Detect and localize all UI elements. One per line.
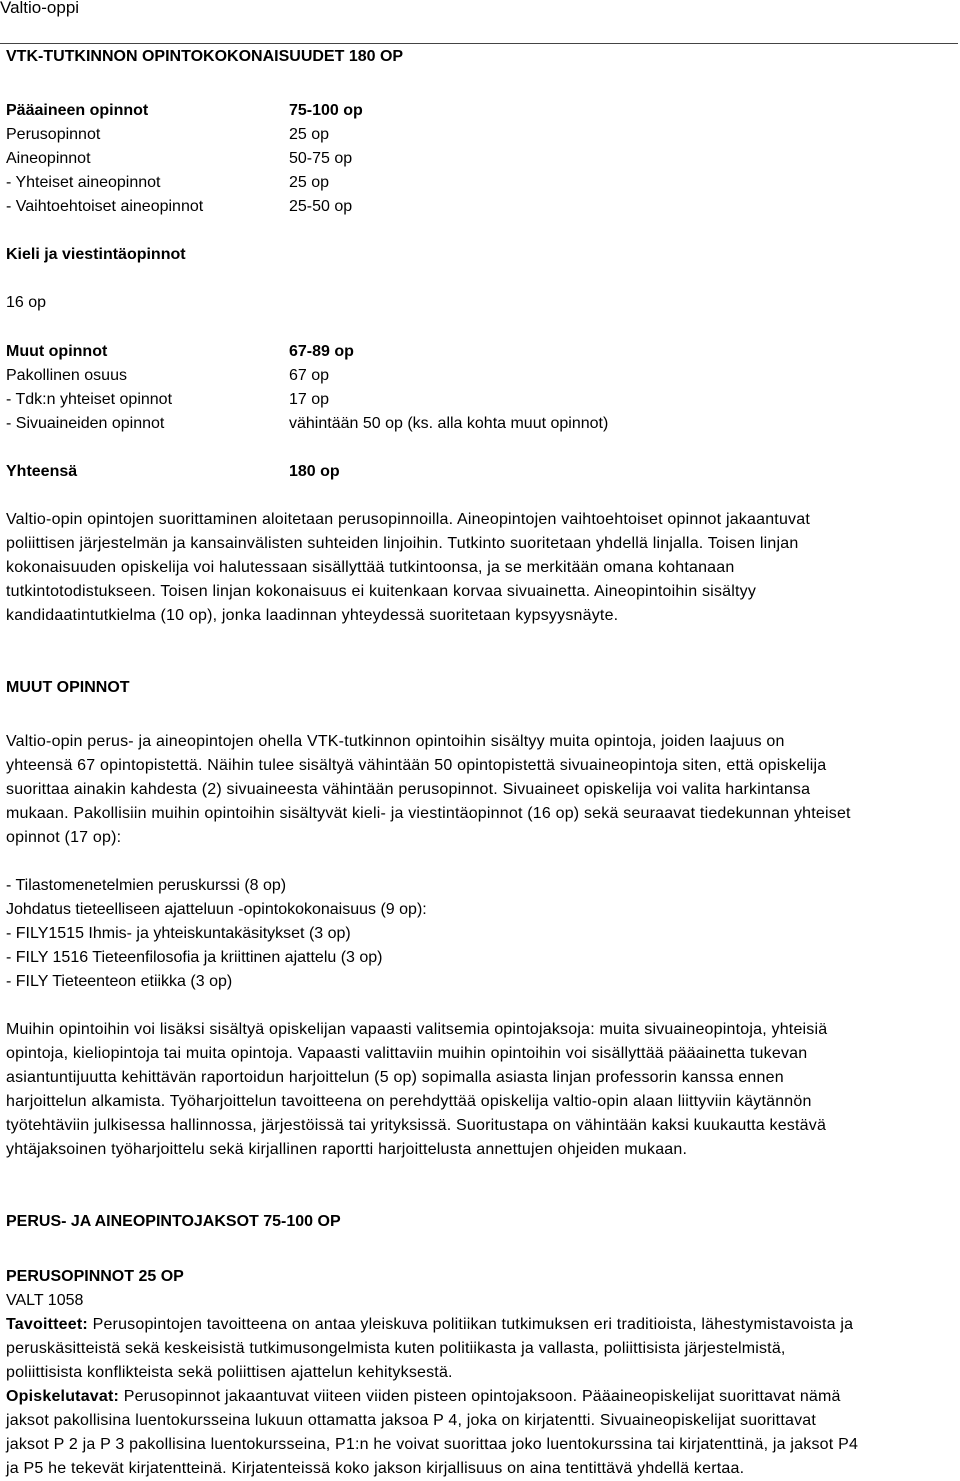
course-list [6, 874, 954, 994]
main-credits-value: 50-75 op [289, 150, 353, 167]
main-heading: VTK-TUTKINNON OPINTOKOKONAISUUDET 180 OP [6, 48, 404, 65]
opiskelutavat-line: jaksot P 2 ja P 3 pakollisina luentokursseina, P1:n he voivat suorittaa joko luentokurssina tai kirjatenttinä, ja jaksot P4 [6, 1436, 859, 1453]
other-credits-value: 67-89 op [289, 343, 354, 360]
total-value: 180 op [289, 463, 340, 480]
intro-paragraph [6, 508, 954, 628]
opiskelutavat-line: jaksot pakollisina luentokursseina lukuun ottamatta jaksoa P 4, joka on kirjatentti. Sivuaineopiskelijat suorittavat [6, 1412, 817, 1429]
intro-line: poliittisen järjestelmän ja kansainvälisten suhteiden linjoihin. Tutkinto suoritetaan yhdellä linjalla. Toisen linjan [6, 535, 799, 552]
total-label: Yhteensä [6, 463, 78, 480]
muihin-line: työtehtäviin julkisessa hallinnossa, järjestöissä tai yrityksissä. Suoritustapa on vähintään kaksi kuukautta kestävä [6, 1117, 827, 1134]
muut-line: Valtio-opin perus- ja aineopintojen ohella VTK-tutkinnon opintoihin sisältyy muita opintoja, joiden laajuus on [6, 733, 785, 750]
course-list-item: - FILY 1516 Tieteenfilosofia ja kriittinen ajattelu (3 op) [6, 949, 383, 966]
intro-line: kandidaatintutkielma (10 op), jonka laadinnan yhteydessä suoritetaan kypsyysnäyte. [6, 607, 619, 624]
opiskelutavat-paragraph [6, 1385, 954, 1481]
course-list-item: - FILY1515 Ihmis- ja yhteiskuntakäsitykset (3 op) [6, 925, 351, 942]
main-credits-label: - Vaihtoehtoiset aineopinnot [6, 198, 204, 215]
muihin-line: Muihin opintoihin voi lisäksi sisältyä opiskelijan vapaasti valitsemia opintojaksoja: muita sivuaineopintoja, yhteisiä [6, 1021, 828, 1038]
tavoitteet-line: poliittisista konflikteista sekä poliittisen ajattelun kehityksestä. [6, 1364, 453, 1381]
perus-aine-heading: PERUS- JA AINEOPINTOJAKSOT 75-100 OP [6, 1213, 341, 1230]
other-credits-label: Pakollinen osuus [6, 367, 127, 384]
other-credits-label: - Tdk:n yhteiset opinnot [6, 391, 173, 408]
main-credits-label: Pääaineen opinnot [6, 102, 149, 119]
opiskelutavat-text: Perusopinnot jakaantuvat viiteen viiden pisteen opintojaksoon. Pääaineopiskelijat suorittavat nämä [119, 1388, 841, 1405]
other-credits-value: 67 op [289, 367, 330, 384]
muut-line: mukaan. Pakollisiin muihin opintoihin sisältyvät kieli- ja viestintäopinnot (16 op) sekä seuraavat tiedekunnan yhteiset [6, 805, 851, 822]
main-credits-value: 25-50 op [289, 198, 353, 215]
course-list-item: - Tilastomenetelmien peruskurssi (8 op) [6, 877, 287, 894]
document-title: Valtio-oppi [0, 0, 80, 17]
main-credits-label: Perusopinnot [6, 126, 101, 143]
main-credits-value: 25 op [289, 174, 330, 191]
tavoitteet-label: Tavoitteet: [6, 1316, 88, 1333]
perusopinnot-heading: PERUSOPINNOT 25 OP [6, 1268, 184, 1285]
muihin-line: harjoittelun alkamista. Työharjoittelun tavoitteena on perehdyttää opiskelija valtio-opin alaan liittyviin käytännön [6, 1093, 812, 1110]
intro-line: kokonaisuuden opiskelija voi halutessaan sisällyttää tutkintoonsa, ja se merkitään omana kohtanaan [6, 559, 735, 576]
muihin-line: asiantuntijuutta kehittävän raportoidun harjoittelun (5 op) sopimalla asiasta linjan professorin kanssa ennen [6, 1069, 784, 1086]
main-credits-label: - Yhteiset aineopinnot [6, 174, 161, 191]
course-code: VALT 1058 [6, 1292, 84, 1309]
muut-line: yhteensä 67 opintopistettä. Näihin tulee sisältyä vähintään 50 opintopistettä sivuaineopintoja siten, että opiskelija [6, 757, 827, 774]
other-credits-value: 17 op [289, 391, 330, 408]
course-list-item: - FILY Tieteenteon etiikka (3 op) [6, 973, 233, 990]
main-credits-value: 25 op [289, 126, 330, 143]
language-studies-heading: Kieli ja viestintäopinnot [6, 246, 186, 263]
intro-line: Valtio-opin opintojen suorittaminen aloitetaan perusopinnoilla. Aineopintojen vaihtoehtoiset opinnot jakaantuvat [6, 511, 810, 528]
muut-line: suorittaa ainakin kahdesta (2) sivuaineesta vähintään perusopinnot. Sivuaineet opiskelija voi valita harkintansa [6, 781, 811, 798]
opiskelutavat-label: Opiskelutavat: [6, 1388, 120, 1405]
muut-line: opinnot (17 op): [6, 829, 122, 846]
muihin-line: yhtäjaksoinen työharjoittelu sekä kirjallinen raportti harjoittelusta annettujen ohjeiden mukaan. [6, 1141, 688, 1158]
main-credits-value: 75-100 op [289, 102, 363, 119]
tavoitteet-text: Perusopintojen tavoitteena on antaa yleiskuva politiikan tutkimuksen eri traditioista, lähestymistavoista ja [87, 1316, 854, 1333]
other-credits-label: - Sivuaineiden opinnot [6, 415, 165, 432]
muut-opinnot-heading: MUUT OPINNOT [6, 679, 130, 696]
main-credits-label: Aineopinnot [6, 150, 91, 167]
muihin-line: opintoja, kieliopintoja tai muita opintoja. Vapaasti valittaviin muihin opintoihin voi sisällyttää pääainetta tukevan [6, 1045, 808, 1062]
opiskelutavat-line: ja P5 he tekevät kirjatentteinä. Kirjatenteissä koko jakson kirjallisuus on aina tentittävä yhdellä kertaa. [6, 1460, 745, 1477]
muihin-opintoihin-paragraph [6, 1018, 954, 1162]
language-studies-credits: 16 op [6, 294, 47, 311]
intro-line: tutkintotodistukseen. Toisen linjan kokonaisuus ei kuitenkaan korvaa sivuainetta. Aineopintoihin sisältyy [6, 583, 757, 600]
other-credits-value: vähintään 50 op (ks. alla kohta muut opinnot) [289, 415, 609, 432]
muut-opinnot-paragraph [6, 730, 954, 850]
header-divider [0, 43, 958, 44]
tavoitteet-line: peruskäsitteistä sekä keskeisistä tutkimusongelmista kuten politiikasta ja vallasta, poliittisista järjestelmistä, [6, 1340, 786, 1357]
course-list-item: Johdatus tieteelliseen ajatteluun -opintokokonaisuus (9 op): [6, 901, 427, 918]
tavoitteet-paragraph [6, 1313, 954, 1385]
other-credits-label: Muut opinnot [6, 343, 108, 360]
